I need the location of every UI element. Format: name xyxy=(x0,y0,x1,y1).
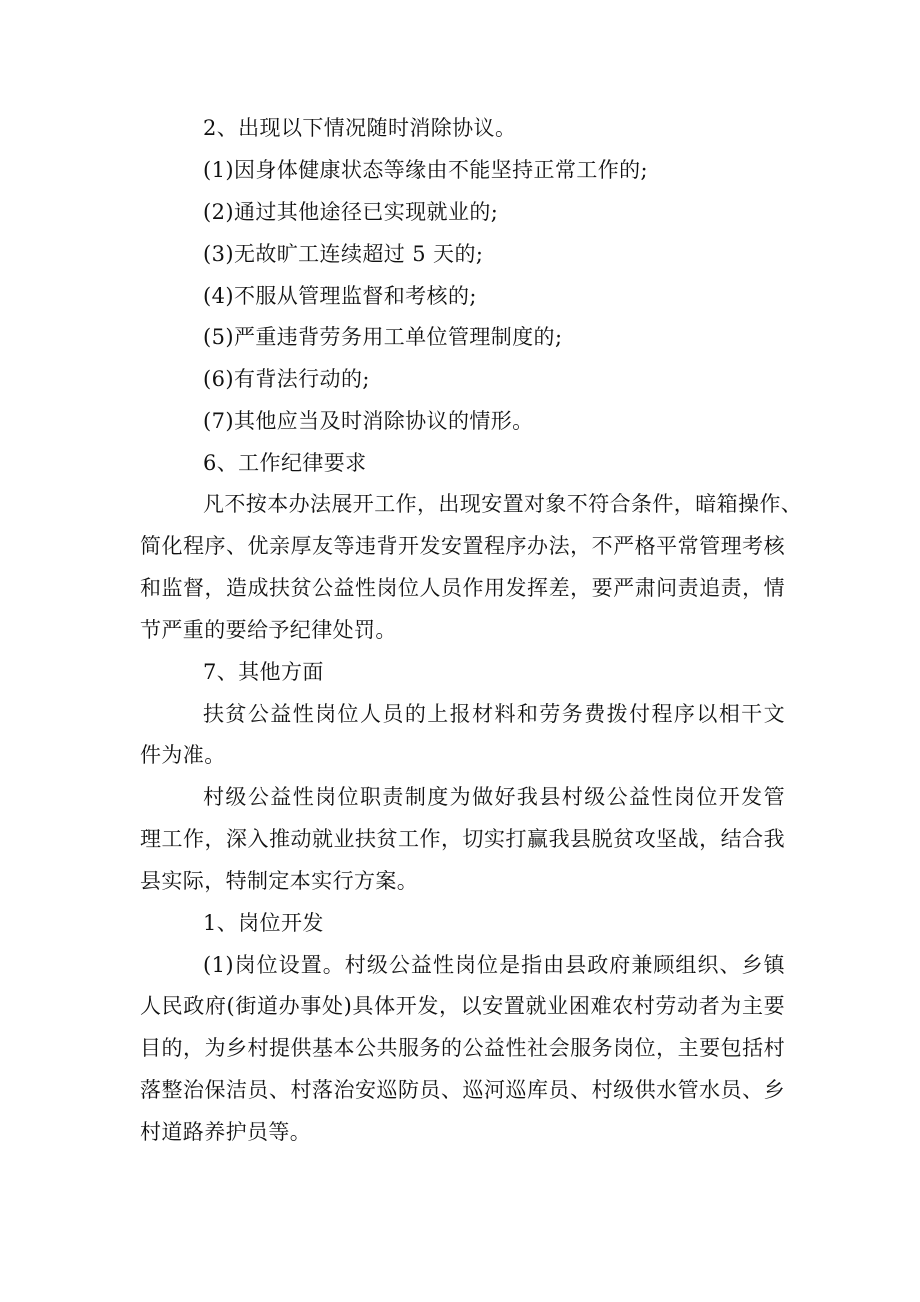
paragraph-line: (1)岗位设置。村级公益性岗位是指由县政府兼顾组织、乡镇 xyxy=(203,953,785,977)
paragraph-line: 扶贫公益性岗位人员的上报材料和劳务费拨付程序以相干文 xyxy=(203,702,785,726)
section-heading-post-development: 1、岗位开发 xyxy=(203,911,324,935)
list-item: (4)不服从管理监督和考核的; xyxy=(203,284,477,308)
list-item: (1)因身体健康状态等缘由不能坚持正常工作的; xyxy=(203,158,649,182)
section-heading-other: 7、其他方面 xyxy=(203,660,324,684)
list-item: (5)严重违背劳务用工单位管理制度的; xyxy=(203,325,563,349)
paragraph-line: 理工作，深入推动就业扶贫工作，切实打赢我县脱贫攻坚战，结合我 xyxy=(140,827,785,851)
paragraph-line: 人民政府(街道办事处)具体开发，以安置就业困难农村劳动者为主要 xyxy=(140,994,785,1018)
section-heading-terminate: 2、出现以下情况随时消除协议。 xyxy=(203,116,517,140)
list-item: (7)其他应当及时消除协议的情形。 xyxy=(203,409,534,433)
list-item: (6)有背法行动的; xyxy=(203,367,370,391)
list-item: (2)通过其他途径已实现就业的; xyxy=(203,200,499,224)
paragraph-line: 目的，为乡村提供基本公共服务的公益性社会服务岗位，主要包括村 xyxy=(140,1036,785,1060)
list-item: (3)无故旷工连续超过 5 天的; xyxy=(203,242,484,266)
paragraph-line: 和监督，造成扶贫公益性岗位人员作用发挥差，要严肃问责追责，情 xyxy=(140,576,785,600)
paragraph-line: 村级公益性岗位职责制度为做好我县村级公益性岗位开发管 xyxy=(203,785,785,809)
paragraph-line: 凡不按本办法展开工作，出现安置对象不符合条件，暗箱操作、 xyxy=(203,492,803,516)
paragraph-line: 简化程序、优亲厚友等违背开发安置程序办法，不严格平常管理考核 xyxy=(140,534,785,558)
paragraph-line: 村道路养护员等。 xyxy=(140,1120,312,1144)
paragraph-line: 件为准。 xyxy=(140,743,226,767)
section-heading-discipline: 6、工作纪律要求 xyxy=(203,451,367,475)
paragraph-line: 县实际，特制定本实行方案。 xyxy=(140,869,419,893)
paragraph-line: 节严重的要给予纪律处罚。 xyxy=(140,618,397,642)
paragraph-line: 落整治保洁员、村落治安巡防员、巡河巡库员、村级供水管水员、乡 xyxy=(140,1078,785,1102)
